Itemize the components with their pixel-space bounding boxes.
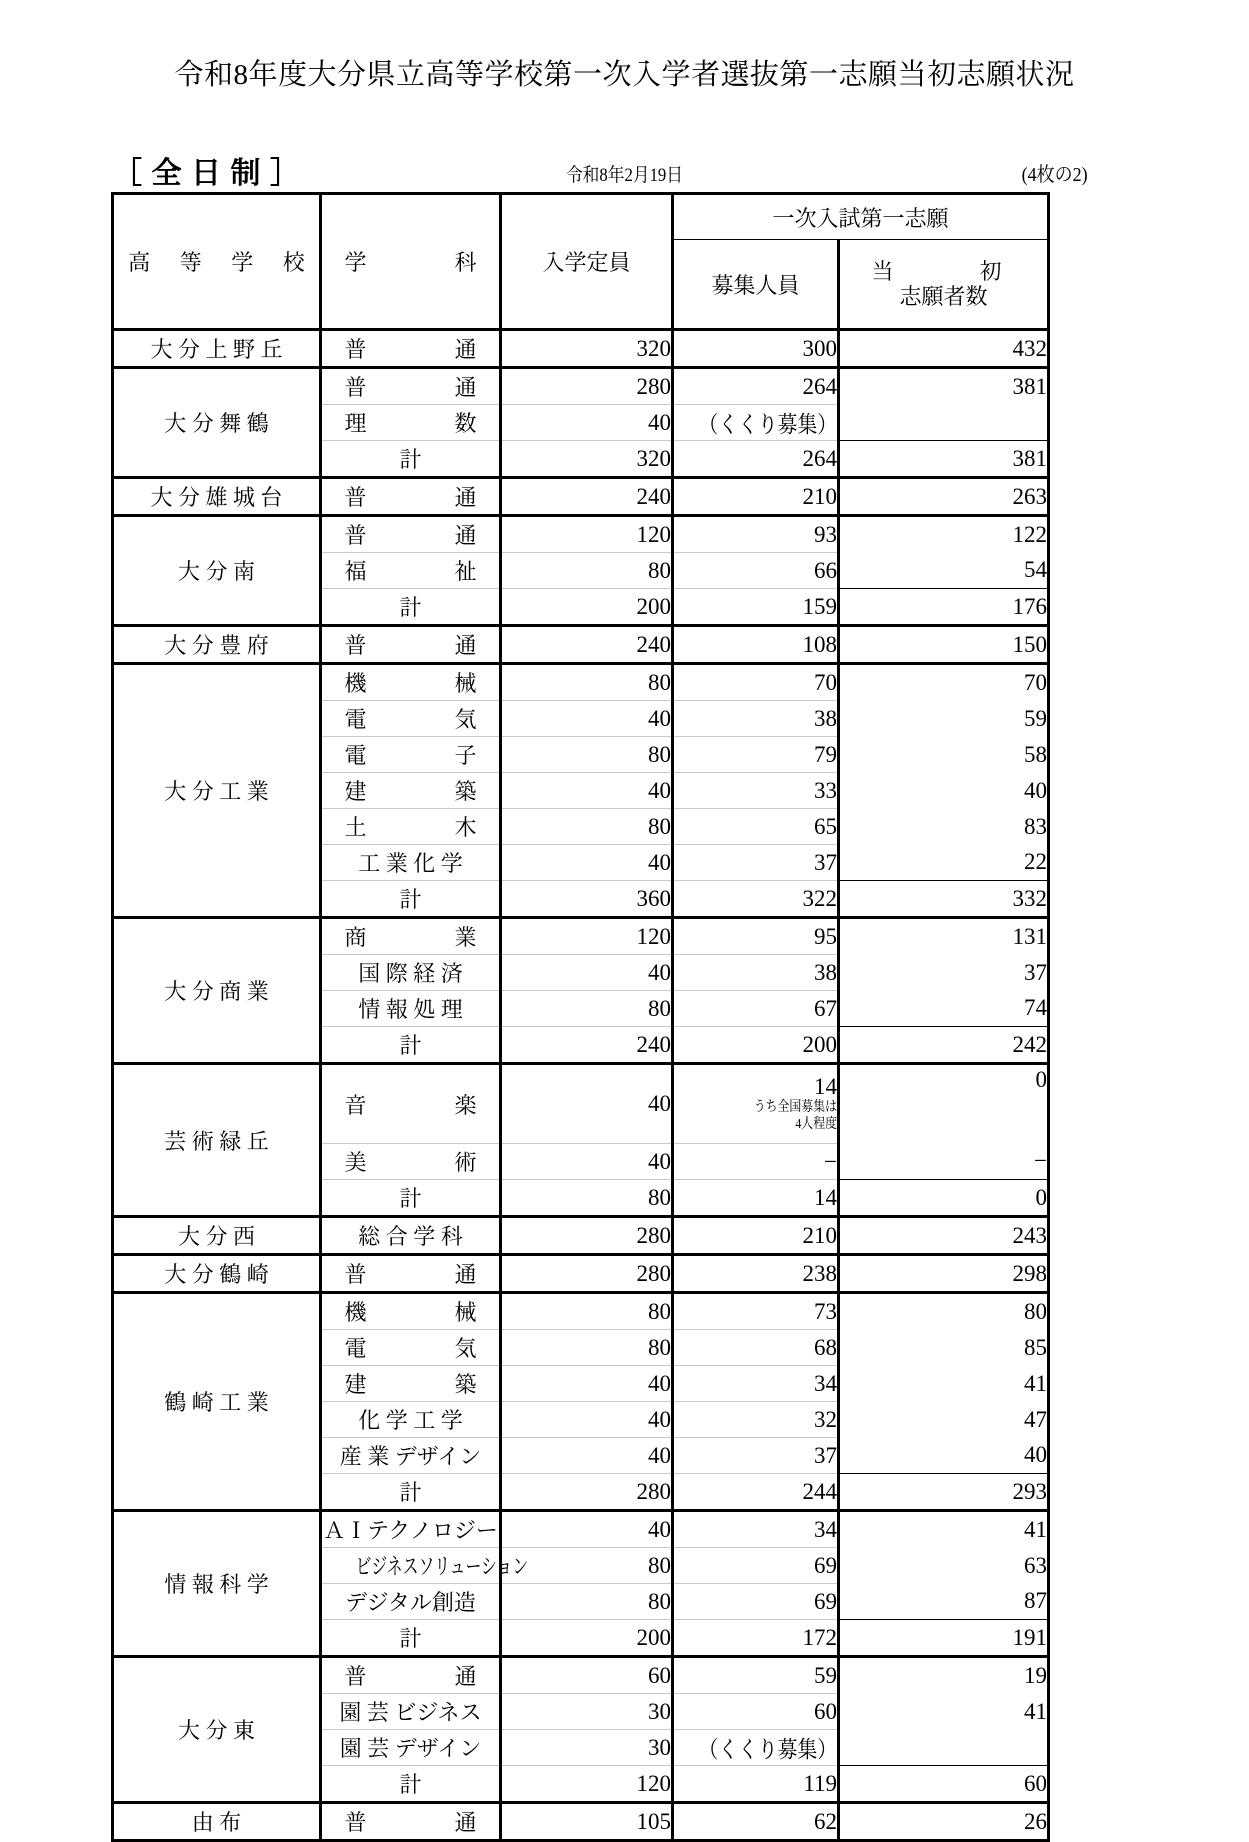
school-name: 大 分 東 [177,1718,255,1743]
capacity-cell: 80 [501,553,673,589]
initial-applicants-cell [839,1730,1049,1766]
initial-applicants-cell: 122 [839,516,1049,553]
capacity-cell: 80 [501,1293,673,1330]
school-name-cell [113,478,321,516]
recruit-count-cell: 93 [673,516,839,553]
capacity-cell: 280 [501,368,673,405]
capacity-cell: 240 [501,1027,673,1064]
school-name: 由 布 [191,1810,242,1835]
department-cell: 電 気 [321,701,501,737]
capacity-cell: 200 [501,589,673,626]
recruit-count-cell: 38 [673,701,839,737]
recruit-count-cell: 14 [673,1180,839,1217]
recruit-count-cell: 37 [673,1438,839,1474]
school-name-cell [113,1657,321,1803]
department-cell: 普 通 [321,478,501,516]
recruit-count: 14 [814,1074,837,1100]
department-cell: 普 通 [321,330,501,368]
initial-applicants-cell: 298 [839,1255,1049,1293]
initial-applicants-cell: 26 [839,1803,1049,1841]
school-name: 芸 術 緑 丘 [164,1128,269,1154]
department-cell: 普 通 [321,1657,501,1694]
capacity-cell: 30 [501,1694,673,1730]
school-name-cell [113,1255,321,1293]
recruit-count-cell: 238 [673,1255,839,1293]
initial-applicants-cell: 381 [839,368,1049,405]
recruit-count-cell [673,1730,839,1766]
recruit-count-cell: 67 [673,991,839,1027]
recruit-count-cell: 37 [673,845,839,881]
initial-applicants-cell: 41 [839,1694,1049,1730]
recruit-count-cell: 70 [673,664,839,701]
kukuri-note: （くくり募集） [698,412,837,437]
department-cell: 化 学 工 学 [321,1402,501,1438]
table-row [113,1064,1049,1144]
initial-applicants-cell: 80 [839,1293,1049,1330]
school-name-cell [113,1511,321,1657]
recruit-count-cell: 66 [673,553,839,589]
department-cell: 普 通 [321,368,501,405]
table-header [113,194,1049,330]
capacity-cell: 40 [501,955,673,991]
capacity-cell: 240 [501,626,673,664]
capacity-cell: 360 [501,881,673,918]
department-cell: 計 [321,1766,501,1803]
department-cell: 電 気 [321,1330,501,1366]
school-name-cell [113,1293,321,1511]
table-row [113,516,1049,553]
department-cell: 普 通 [321,1803,501,1841]
department-cell: 工 業 化 学 [321,845,501,881]
capacity-cell: 120 [501,918,673,955]
school-name-cell [113,626,321,664]
initial-applicants-cell: 37 [839,955,1049,991]
initial-applicants-cell: 191 [839,1620,1049,1657]
department-cell: 計 [321,881,501,918]
document-date: 令和8年2月19日 [565,165,684,186]
recruit-count-cell: 119 [673,1766,839,1803]
capacity-cell: 200 [501,1620,673,1657]
capacity-cell: 80 [501,1330,673,1366]
capacity-cell: 120 [501,1766,673,1803]
capacity-cell: 40 [501,1064,673,1144]
table-row [113,1255,1049,1293]
recruit-count-cell: − [673,1144,839,1180]
recruit-count-cell: 244 [673,1474,839,1511]
initial-applicants-cell: − [839,1144,1049,1180]
department-cell: 普 通 [321,1255,501,1293]
header-department: 学 科 [321,194,501,330]
table-row [113,626,1049,664]
capacity-cell: 40 [501,1366,673,1402]
capacity-cell: 40 [501,701,673,737]
recruit-count-cell: 69 [673,1548,839,1584]
recruit-count-cell [673,405,839,441]
school-name-cell [113,1064,321,1217]
school-name: 大 分 南 [177,559,255,584]
header-initial-applicants-line2: 志願者数 [899,284,988,309]
capacity-cell: 80 [501,1180,673,1217]
school-name-cell [113,516,321,626]
table-row [113,1217,1049,1255]
initial-applicants-cell: 47 [839,1402,1049,1438]
recruit-count-cell: 68 [673,1330,839,1366]
school-name: 大 分 豊 府 [164,633,269,658]
department-cell: 機 械 [321,1293,501,1330]
recruit-count-cell: 300 [673,330,839,368]
initial-applicants-cell: 381 [839,441,1049,478]
recruit-count-cell: 79 [673,737,839,773]
header-recruit-count: 募集人員 [673,240,839,330]
header-capacity: 入学定員 [501,194,673,330]
department-cell: ＡＩテクノロジー [321,1511,501,1548]
admissions-table-wrap [111,192,1047,1842]
department-cell: 産 業 デザイン [321,1438,501,1474]
initial-applicants-cell: 70 [839,664,1049,701]
recruit-count-cell: 62 [673,1803,839,1841]
recruit-count-cell: 322 [673,881,839,918]
recruit-count-cell: 73 [673,1293,839,1330]
table-row [113,918,1049,955]
recruit-count-cell: 264 [673,441,839,478]
recruit-count-cell: 65 [673,809,839,845]
school-name-cell [113,664,321,918]
initial-applicants-cell: 58 [839,737,1049,773]
recruit-count-cell: 34 [673,1366,839,1402]
department-cell: 美 術 [321,1144,501,1180]
initial-applicants-cell [839,405,1049,441]
capacity-cell: 320 [501,330,673,368]
department-cell: 園 芸 デザイン [321,1730,501,1766]
department-cell: 計 [321,441,501,478]
table-row [113,368,1049,405]
school-name-cell [113,330,321,368]
table-row [113,330,1049,368]
table-row [113,1293,1049,1330]
recruit-count-cell: 159 [673,589,839,626]
capacity-cell: 105 [501,1803,673,1841]
school-name-cell [113,1803,321,1841]
capacity-cell: 30 [501,1730,673,1766]
capacity-cell: 60 [501,1657,673,1694]
recruit-count-cell: 200 [673,1027,839,1064]
recruit-count-cell: 95 [673,918,839,955]
capacity-cell: 80 [501,737,673,773]
department-cell: 理 数 [321,405,501,441]
department-cell: 計 [321,589,501,626]
department-cell: 普 通 [321,516,501,553]
initial-applicants-cell: 432 [839,330,1049,368]
initial-applicants-cell: 74 [839,991,1049,1027]
department-cell: 建 築 [321,1366,501,1402]
department-cell: 情 報 処 理 [321,991,501,1027]
recruit-count-cell: 210 [673,478,839,516]
initial-applicants-cell: 0 [839,1180,1049,1217]
school-name: 大 分 上 野 丘 [150,337,283,362]
table-row [113,1511,1049,1548]
initial-applicants-cell: 263 [839,478,1049,516]
initial-applicants-cell: 60 [839,1766,1049,1803]
capacity-cell: 40 [501,1402,673,1438]
department-cell: 福 祉 [321,553,501,589]
school-name-cell [113,368,321,478]
initial-applicants-cell: 41 [839,1366,1049,1402]
table-row [113,478,1049,516]
initial-applicants-cell: 243 [839,1217,1049,1255]
table-row [113,1657,1049,1694]
recruit-count-cell: 264 [673,368,839,405]
initial-applicants-cell: 59 [839,701,1049,737]
capacity-cell: 80 [501,1548,673,1584]
initial-applicants-cell: 150 [839,626,1049,664]
sheet-number: (4枚の2) [1021,164,1088,186]
capacity-cell: 40 [501,405,673,441]
initial-applicants-cell: 63 [839,1548,1049,1584]
department-cell: 商 業 [321,918,501,955]
department-cell: 電 子 [321,737,501,773]
recruit-count-cell: 108 [673,626,839,664]
initial-applicants-cell: 40 [839,1438,1049,1474]
capacity-cell: 80 [501,991,673,1027]
department-cell: 音 楽 [321,1064,501,1144]
recruit-count-cell: 60 [673,1694,839,1730]
initial-applicants-cell: 83 [839,809,1049,845]
capacity-cell: 80 [501,664,673,701]
header-first-choice-group: 一次入試第一志願 [673,194,1049,240]
department-cell: 総 合 学 科 [321,1217,501,1255]
page-title: 令和8年度大分県立高等学校第一次入学者選抜第一志願当初志願状況 [174,59,1075,91]
department-cell: ビジネスソリューション [321,1548,501,1584]
admissions-table [111,192,1050,1842]
nationwide-note-line2: 4人程度 [795,1117,837,1133]
school-name: 大 分 西 [177,1224,255,1249]
department-cell: 計 [321,1180,501,1217]
capacity-cell: 320 [501,441,673,478]
recruit-count-cell: 34 [673,1511,839,1548]
recruit-count-cell: 33 [673,773,839,809]
recruit-count-cell: 69 [673,1584,839,1620]
school-name: 情 報 科 学 [164,1572,269,1597]
department-cell: 普 通 [321,626,501,664]
school-name: 大 分 商 業 [164,979,269,1004]
initial-applicants-cell: 41 [839,1511,1049,1548]
department-cell: デジタル創造 [321,1584,501,1620]
department-cell: 園 芸 ビジネス [321,1694,501,1730]
school-name: 大 分 雄 城 台 [150,485,283,510]
capacity-cell: 240 [501,478,673,516]
nationwide-note-line1: うち全国募集は [753,1100,837,1116]
capacity-cell: 80 [501,809,673,845]
subheader [0,148,1249,192]
department-cell: 建 築 [321,773,501,809]
initial-applicants-cell: 242 [839,1027,1049,1064]
initial-applicants-cell: 131 [839,918,1049,955]
initial-applicants-cell: 293 [839,1474,1049,1511]
header-school: 高 等 学 校 [113,194,321,330]
capacity-cell: 40 [501,1144,673,1180]
school-name-cell [113,1217,321,1255]
recruit-count-cell: 38 [673,955,839,991]
initial-applicants-cell: 22 [839,845,1049,881]
initial-applicants-cell: 87 [839,1584,1049,1620]
department-cell: 計 [321,1474,501,1511]
capacity-cell: 40 [501,845,673,881]
department-cell: 土 木 [321,809,501,845]
recruit-count-cell: 32 [673,1402,839,1438]
department-cell: 国 際 経 済 [321,955,501,991]
department-cell: 計 [321,1620,501,1657]
header-initial-applicants-line1: 当 初 [871,258,1016,284]
capacity-cell: 40 [501,1438,673,1474]
initial-applicants-cell: 54 [839,553,1049,589]
capacity-cell: 40 [501,773,673,809]
recruit-count-cell [673,1064,839,1144]
initial-applicants-cell: 40 [839,773,1049,809]
school-name-cell [113,918,321,1064]
school-name: 大 分 鶴 崎 [164,1262,269,1287]
kukuri-note: （くくり募集） [698,1737,837,1762]
initial-applicants-cell: 176 [839,589,1049,626]
table-body [113,330,1049,1841]
recruit-count-cell: 59 [673,1657,839,1694]
capacity-cell: 40 [501,1511,673,1548]
department-cell: 機 械 [321,664,501,701]
initial-applicants-cell: 19 [839,1657,1049,1694]
table-row [113,664,1049,701]
capacity-cell: 280 [501,1255,673,1293]
department-cell: 計 [321,1027,501,1064]
header-initial-applicants [839,240,1049,330]
recruit-count-cell: 172 [673,1620,839,1657]
program-mode-label: ［ 全 日 制 ］ [112,157,301,190]
initial-applicants-cell: 332 [839,881,1049,918]
initial-applicants-cell: 0 [839,1064,1049,1144]
capacity-cell: 120 [501,516,673,553]
capacity-cell: 280 [501,1474,673,1511]
table-row [113,1803,1049,1841]
school-name: 大 分 工 業 [164,779,269,804]
capacity-cell: 280 [501,1217,673,1255]
school-name: 鶴 崎 工 業 [164,1390,269,1415]
capacity-cell: 80 [501,1584,673,1620]
initial-applicants-cell: 85 [839,1330,1049,1366]
recruit-count-cell: 210 [673,1217,839,1255]
school-name: 大 分 舞 鶴 [164,411,269,436]
